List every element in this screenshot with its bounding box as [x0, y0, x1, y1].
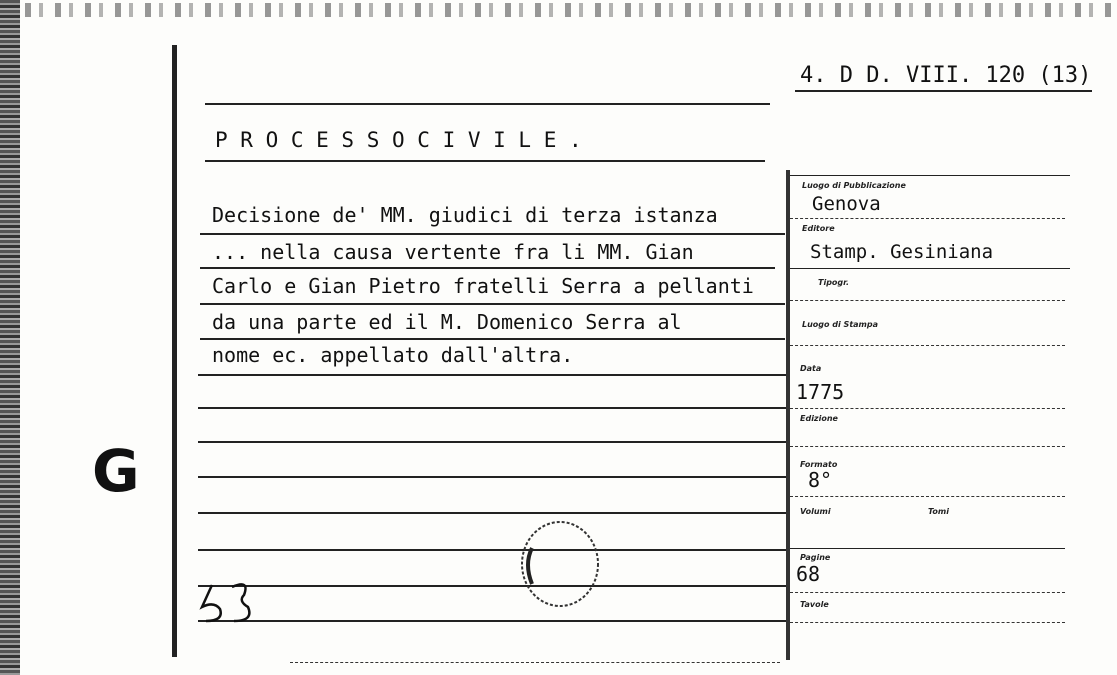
rule-line — [200, 303, 785, 305]
tipografo-label: Tipogr. — [818, 278, 849, 287]
rule-line — [198, 549, 786, 551]
description-line-5: nome ec. appellato dall'altra. — [212, 343, 574, 367]
index-letter: G — [92, 437, 140, 505]
description-line-1: Decisione de' MM. giudici di terza istanza — [212, 203, 718, 227]
data-label: Data — [800, 364, 822, 373]
rule-line — [198, 407, 786, 409]
rule-line — [198, 620, 786, 622]
rule-line — [200, 338, 785, 340]
info-box-rule — [786, 170, 790, 660]
luogo-pub-value: Genova — [812, 193, 881, 215]
luogo-stampa-label: Luogo di Stampa — [802, 320, 878, 329]
field-divider — [790, 592, 1065, 594]
rule-line — [200, 233, 785, 235]
box-top — [790, 175, 1070, 176]
description-line-2: ... nella causa vertente fra li MM. Gian — [212, 240, 694, 264]
pagine-value: 68 — [796, 562, 821, 586]
top-scan-noise — [25, 3, 1115, 17]
field-divider — [790, 268, 1070, 269]
volumi-label: Volumi — [800, 507, 831, 516]
rule-line — [198, 585, 786, 587]
formato-label: Formato — [800, 460, 838, 469]
field-divider — [790, 345, 1065, 347]
shelfmark: 4. D D. VIII. 120 (13) — [800, 63, 1092, 88]
rule-line — [198, 374, 786, 376]
field-divider — [790, 446, 1065, 448]
formato-value: 8° — [808, 468, 833, 492]
field-divider — [790, 548, 1065, 549]
editore-value: Stamp. Gesiniana — [810, 241, 994, 263]
heading: P R O C E S S O C I V I L E . — [215, 128, 582, 152]
rule-heading — [205, 160, 765, 162]
description-line-3: Carlo e Gian Pietro fratelli Serra a pellanti — [212, 274, 754, 298]
description-line-4: da una parte ed il M. Domenico Serra al — [212, 310, 682, 334]
tomi-label: Tomi — [928, 507, 949, 516]
margin-rule — [172, 45, 177, 657]
rule-line — [198, 476, 786, 478]
editore-label: Editore — [802, 224, 835, 233]
field-divider — [790, 218, 1065, 220]
edizione-label: Edizione — [800, 414, 838, 423]
bottom-edge — [290, 662, 780, 664]
data-value: 1775 — [796, 380, 845, 404]
field-divider — [790, 408, 1065, 410]
rule-line — [200, 267, 775, 269]
rule-line — [198, 441, 786, 443]
handwritten-number — [198, 575, 268, 630]
punch-hole-mark — [512, 518, 608, 610]
field-divider — [790, 496, 1065, 498]
rule-top — [205, 103, 770, 105]
field-divider — [790, 622, 1065, 624]
card-edge — [0, 0, 20, 675]
tavole-label: Tavole — [800, 600, 829, 609]
rule-line — [198, 512, 786, 514]
luogo-pub-label: Luogo di Pubblicazione — [802, 181, 906, 190]
shelfmark-underline — [795, 90, 1092, 92]
pagine-label: Pagine — [800, 553, 831, 562]
field-divider — [790, 300, 1065, 302]
